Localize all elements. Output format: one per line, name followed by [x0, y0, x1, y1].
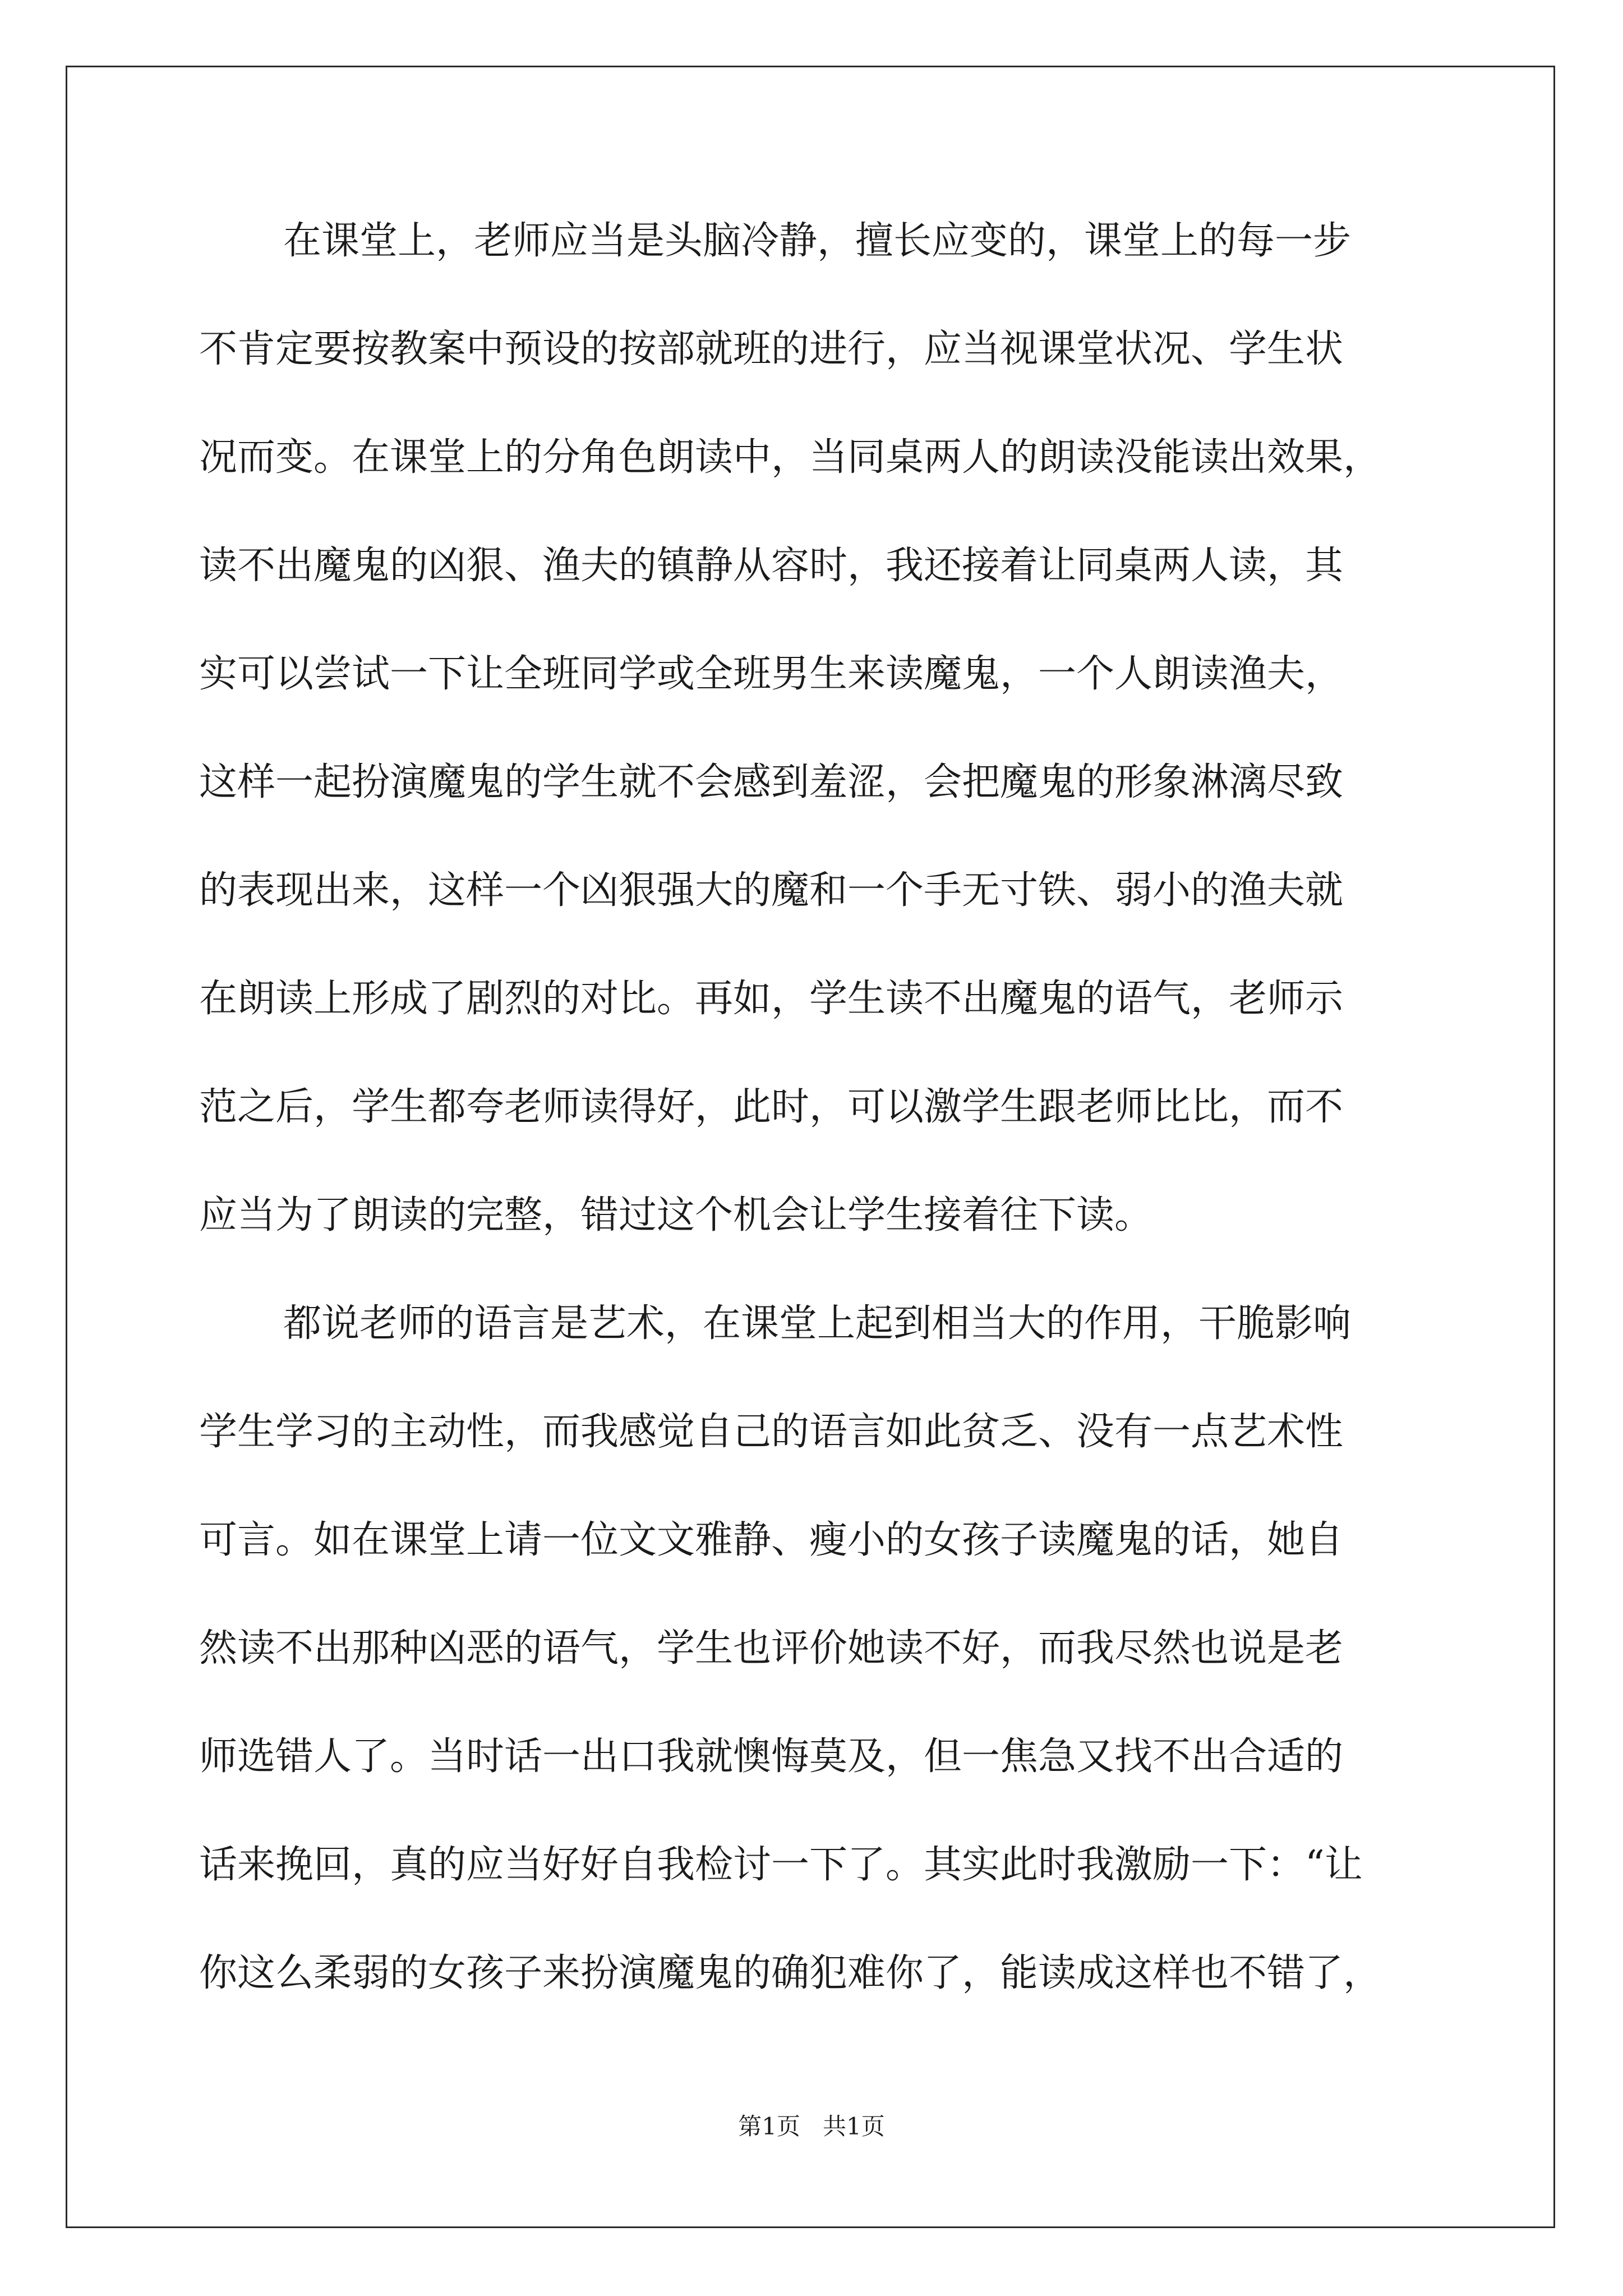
paragraph-line: 范之后，学生都夸老师读得好，此时，可以激学生跟老师比比，而不 [199, 1085, 1344, 1129]
paragraph-line: 你这么柔弱的女孩子来扮演魔鬼的确犯难你了，能读成这样也不错了， [199, 1951, 1382, 1995]
paragraph-line: 可言。如在课堂上请一位文文雅静、瘦小的女孩子读魔鬼的话，她自 [199, 1518, 1344, 1562]
paragraph-line: 这样一起扮演魔鬼的学生就不会感到羞涩，会把魔鬼的形象淋漓尽致 [199, 760, 1344, 804]
paragraph-line: 在课堂上，老师应当是头脑冷静，擅长应变的，课堂上的每一步 [283, 219, 1352, 263]
paragraph-line: 话来挽回，真的应当好好自我检讨一下了。其实此时我激励一下：“让 [199, 1843, 1363, 1887]
paragraph-line: 学生学习的主动性，而我感觉自己的语言如此贫乏、没有一点艺术性 [199, 1410, 1344, 1454]
paragraph-line: 都说老师的语言是艺术，在课堂上起到相当大的作用，干脆影响 [283, 1301, 1352, 1346]
page-number-footer: 第1页 共1页 [738, 2113, 885, 2140]
paragraph-line: 的表现出来，这样一个凶狠强大的魔和一个手无寸铁、弱小的渔夫就 [199, 868, 1344, 913]
paragraph-line: 实可以尝试一下让全班同学或全班男生来读魔鬼，一个人朗读渔夫， [199, 652, 1344, 696]
paragraph-line: 然读不出那种凶恶的语气，学生也评价她读不好，而我尽然也说是老 [199, 1626, 1344, 1671]
paragraph-line: 读不出魔鬼的凶狠、渔夫的镇静从容时，我还接着让同桌两人读，其 [199, 544, 1344, 588]
paragraph-line: 况而变。在课堂上的分角色朗读中，当同桌两人的朗读没能读出效果， [199, 435, 1382, 480]
page-border [66, 66, 1555, 2228]
paragraph-line: 应当为了朗读的完整，错过这个机会让学生接着往下读。 [199, 1193, 1153, 1237]
paragraph-line: 在朗读上形成了剧烈的对比。再如，学生读不出魔鬼的语气，老师示 [199, 977, 1344, 1021]
paragraph-line: 师选错人了。当时话一出口我就懊悔莫及，但一焦急又找不出合适的 [199, 1734, 1344, 1779]
paragraph-line: 不肯定要按教案中预设的按部就班的进行，应当视课堂状况、学生状 [199, 327, 1344, 371]
